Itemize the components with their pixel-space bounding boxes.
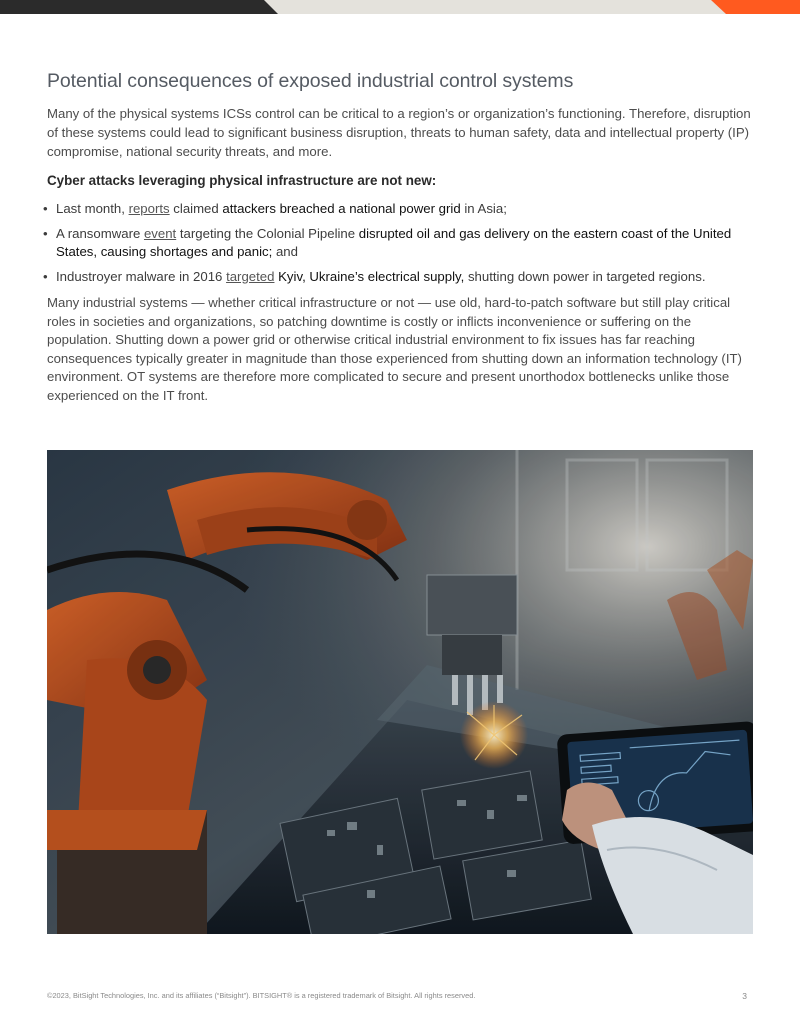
bullet-icon: • bbox=[43, 226, 48, 241]
bullet-text: and bbox=[272, 244, 298, 259]
section-title: Potential consequences of exposed industrial control systems bbox=[47, 70, 574, 92]
subheading: Cyber attacks leveraging physical infrastructure are not new: bbox=[47, 173, 437, 188]
list-item bbox=[43, 200, 757, 218]
bullet-text: claimed bbox=[169, 201, 223, 216]
bullet-emphasis: Kyiv, Ukraine’s electrical supply, bbox=[278, 269, 465, 284]
bullet-text: in Asia; bbox=[460, 201, 507, 216]
intro-paragraph: Many of the physical systems ICSs control can be critical to a region’s or organization’s functioning. Therefore, disruption of these systems could lead to significant business disruption, threats to human safety, data and intellectual property (IP) compromise, national security threats, and more. bbox=[47, 106, 751, 159]
body-paragraph: Many industrial systems — whether critical infrastructure or not — use old, hard-to-patch software but still play critical roles in societies and organizations, so patching downtime is costly or inflicts inconvenience or suffering on the population. Shutting down a power grid or otherwise critical industrial environment to fix issues has far reaching consequences typically greater in magnitude than those experienced from shutting down an information technology (IT) environment. OT systems are therefore more complicated to secure and present unorthodox bottlenecks unlike those experienced on the IT front. bbox=[47, 295, 742, 403]
event-link[interactable]: event bbox=[143, 226, 177, 241]
bullet-text: targeting the Colonial Pipeline bbox=[176, 226, 359, 241]
reports-link[interactable]: reports bbox=[128, 201, 170, 216]
page-footer bbox=[47, 991, 747, 1000]
attack-examples-list bbox=[43, 200, 757, 286]
bullet-text: Last month, bbox=[56, 201, 129, 216]
header-color-band bbox=[0, 0, 800, 14]
bullet-text: A ransomware bbox=[56, 226, 144, 241]
list-item bbox=[43, 268, 757, 286]
bullet-icon: • bbox=[43, 269, 48, 284]
bullet-icon: • bbox=[43, 201, 48, 216]
industrial-robotics-photo bbox=[47, 450, 753, 934]
targeted-link[interactable]: targeted bbox=[226, 269, 275, 284]
main-content bbox=[43, 70, 757, 405]
bullet-text: shutting down power in targeted regions. bbox=[464, 269, 706, 284]
bullet-emphasis: attackers breached a national power grid bbox=[222, 201, 461, 216]
bullet-text: Industroyer malware in 2016 bbox=[56, 269, 227, 284]
copyright-text: ©2023, BitSight Technologies, Inc. and its affiliates (“Bitsight”). BITSIGHT® is a registered trademark of Bitsight. All rights reserved. bbox=[47, 991, 476, 1000]
page-number: 3 bbox=[742, 991, 747, 1001]
list-item bbox=[43, 225, 757, 261]
bullet-emphasis: disrupted oil and gas delivery on the eastern coast of the United States, causing shortages and panic; bbox=[56, 226, 732, 259]
